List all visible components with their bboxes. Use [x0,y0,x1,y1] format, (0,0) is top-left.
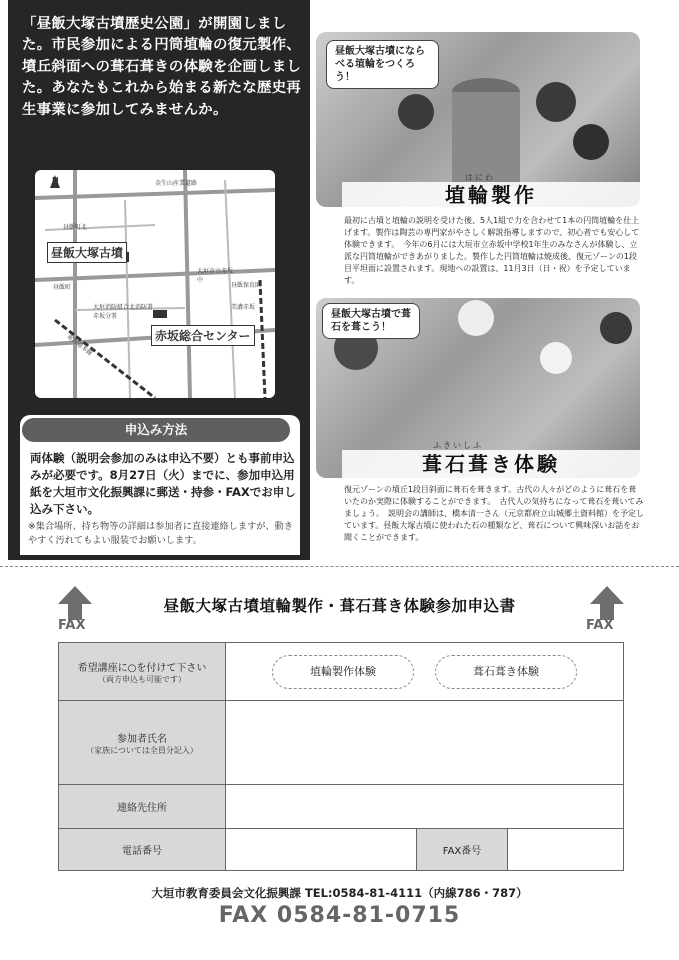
address-label: 連絡先住所 [59,785,226,829]
north-label: N [52,176,59,185]
map-town2-label: 昼飯町 [53,284,72,291]
form-title: 昼飯大塚古墳埴輪製作・葺石葺き体験参加申込書 [163,597,516,615]
course-label-cell [59,643,226,701]
cut-line [0,566,679,567]
location-map [35,170,275,398]
map-station-label: 美濃赤坂 [231,304,256,311]
name-label-cell [59,701,226,785]
fukiishi-ruby: ふきいしふ [433,441,483,450]
name-field[interactable] [226,701,624,785]
fukiishi-bubble: 昼飯大塚古墳で葺石を葺こう！ [322,303,420,339]
fax-label-right: FAX [586,618,614,633]
fax-number-label: FAX番号 [417,829,508,871]
address-field[interactable] [226,785,624,829]
fukiishi-title: 葺石葺き体験 [342,450,640,478]
map-road-label: 金生山産業道路 [155,180,198,187]
name-sublabel: （家族については全員分記入） [86,745,198,755]
map-school-label: 大垣市立赤坂中 [197,268,234,284]
phone-field[interactable] [226,829,417,871]
option-fukiishi[interactable]: 葺石葺き体験 [435,655,577,689]
intro-text: 「昼飯大塚古墳歴史公園」が開園しました。市民参加による円筒埴輪の復元製作、墳丘斜面への葺石葺きの体験を企画しました。あなたもこれから始まる新たな歴史再生事業に参加してみませんか。 [22,16,302,118]
apply-text: 両体験（説明会参加のみは申込不要）とも事前申込みが必要です。8月27日（火）までに、参加申込用紙を大垣市文化振興課に郵送・持参・FAXでお申し込み下さい。 [30,451,296,516]
map-nursery-label: 昼飯保育園 [231,282,262,289]
course-options-cell [226,643,624,701]
phone-label: 電話番号 [59,829,226,871]
center-label: 赤坂総合センター [151,325,255,346]
haniwa-bubble: 昼飯大塚古墳にならべる埴輪をつくろう！ [326,40,439,89]
map-fire-label: 大垣消防組合北消防署赤坂分署 [93,304,154,320]
fax-label-left: FAX [58,618,86,633]
haniwa-text: 最初に古墳と埴輪の説明を受けた後、5人1組で力を合わせて1本の円筒埴輪を仕上げます。製作は陶芸の専門家がやさしく解説指導しますので、初心者でも安心して体験できます。 今年の6月には大垣市立赤坂中学校1年生のみなさんが体験し、立派な円筒埴輪ができあがりました。製作した円筒埴輪は焼成後、復元ゾーンの1段目平坦面に設置されます。現地への設置は、11月3日（日・祝）を予定しています。 [344,216,640,285]
option-haniwa[interactable]: 埴輪製作体験 [272,655,414,689]
application-form [58,642,624,871]
apply-note: ※集合場所、持ち物等の詳細は参加者に直接連絡しますが、動きやすく汚れてもよい服装でお願いします。 [28,521,293,546]
tumulus-label: 昼飯大塚古墳 [47,242,127,263]
footer-fax: FAX 0584-81-0715 [218,903,461,928]
map-rail-label: 東海道本線 [65,333,94,358]
course-label: 希望講座に○を付けて下さい [77,662,207,674]
fax-number-field[interactable] [508,829,624,871]
name-label: 参加者氏名 [117,733,167,745]
map-town-label: 昼飯町北 [63,224,88,231]
fukiishi-text: 復元ゾーンの墳丘1段目斜面に葺石を葺きます。古代の人々がどのように葺石を葺いたのか実際に体験することができます。 古代人の気持ちになって葺石を葺いてみましょう。 説明会の講師は、橋本清一さん（元京都府立山城郷土資料館）を予定しています。昼飯大塚古墳に使われた石の種類など、葺石について興味深いお話をお聞くことができます。 [344,485,644,542]
footer-tel: 大垣市教育委員会文化振興課 TEL:0584-81-4111（内線786・787） [151,886,528,900]
apply-title: 申込み方法 [22,418,290,442]
haniwa-title: 埴輪製作 [342,182,640,208]
haniwa-ruby: はにわ [465,173,495,182]
course-sublabel: （両方申込も可能です） [98,674,186,684]
